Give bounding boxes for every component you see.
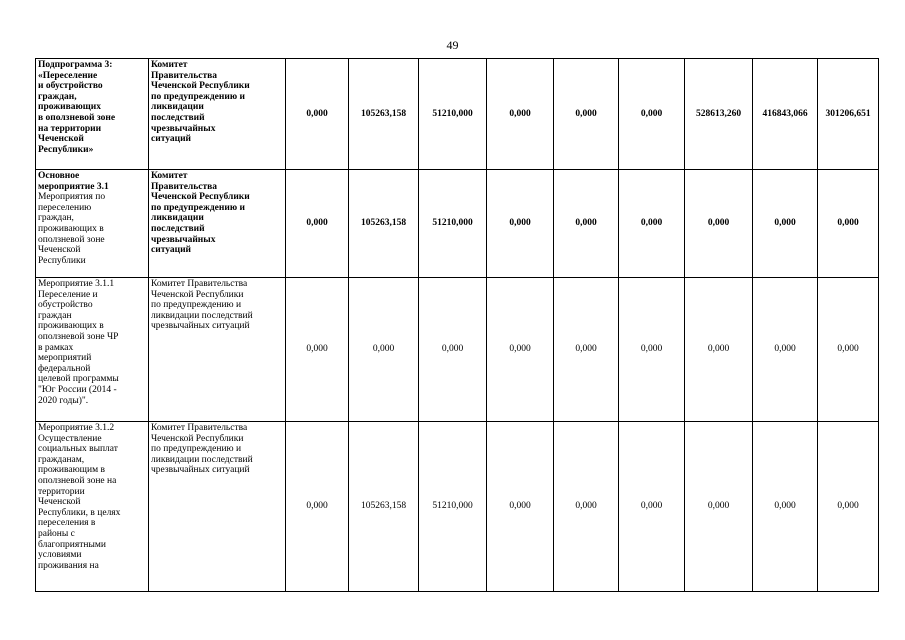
value-cell: 51210,000	[419, 170, 487, 278]
value-cell: 0,000	[753, 278, 818, 422]
row-name-normal: Мероприятия по переселению граждан, проживающих в оползневой зоне Чеченской Республики	[38, 192, 106, 266]
value-cell: 0,000	[487, 278, 554, 422]
row-name-cell: Мероприятие 3.1.1 Переселение и обустройство граждан проживающих в оползневой зоне ЧР в рамках мероприятий федеральной целевой программы "Юг России (2014 - 2020 годы)".	[36, 278, 149, 422]
value-cell: 0,000	[286, 170, 349, 278]
row-name-cell: Мероприятие 3.1.2 Осуществление социальных выплат гражданам, проживающим в оползневой зоне на территории Чеченской Республики, в целях переселения в районы с благоприятными условиями проживания на	[36, 422, 149, 592]
table-row-subprogram-3	[36, 59, 879, 170]
value-cell: 105263,158	[349, 59, 419, 170]
value-cell: 0,000	[685, 278, 753, 422]
value-cell: 0,000	[619, 59, 685, 170]
value-cell: 0,000	[554, 422, 619, 592]
value-cell: 0,000	[685, 422, 753, 592]
value-cell: 0,000	[554, 170, 619, 278]
value-cell: 0,000	[487, 170, 554, 278]
value-cell: 0,000	[487, 422, 554, 592]
row-name-cell	[36, 59, 149, 170]
page-number: 49	[446, 38, 459, 52]
value-cell: 0,000	[286, 278, 349, 422]
value-cell: 0,000	[487, 59, 554, 170]
budget-table	[35, 58, 879, 592]
value-cell: 0,000	[286, 59, 349, 170]
table-row-activity-3-1-2	[36, 422, 879, 592]
value-cell: 0,000	[818, 170, 879, 278]
table-row-main-activity-3-1	[36, 170, 879, 278]
value-cell: 0,000	[818, 278, 879, 422]
value-cell: 0,000	[619, 278, 685, 422]
value-cell: 0,000	[554, 278, 619, 422]
row-name-cell	[36, 170, 149, 278]
value-cell: 0,000	[554, 59, 619, 170]
row-org-cell: Комитет Правительства Чеченской Республики по предупреждению и ликвидации последствий чрезвычайных ситуаций	[149, 170, 286, 278]
value-cell: 0,000	[619, 170, 685, 278]
value-cell: 51210,000	[419, 422, 487, 592]
value-cell: 528613,260	[685, 59, 753, 170]
value-cell: 0,000	[753, 422, 818, 592]
value-cell: 0,000	[753, 170, 818, 278]
value-cell: 301206,651	[818, 59, 879, 170]
value-cell: 0,000	[685, 170, 753, 278]
row-name-bold: Подпрограмма 3: «Переселение и обустройство граждан, проживающих в оползневой зоне на территории Чеченской Республики»	[38, 60, 116, 155]
value-cell: 105263,158	[349, 422, 419, 592]
value-cell: 416843,066	[753, 59, 818, 170]
value-cell: 0,000	[286, 422, 349, 592]
row-name-bold: Основное мероприятие 3.1	[38, 171, 109, 192]
row-org-cell: Комитет Правительства Чеченской Республики по предупреждению и ликвидации последствий чрезвычайных ситуаций	[149, 422, 286, 592]
value-cell: 105263,158	[349, 170, 419, 278]
value-cell: 0,000	[349, 278, 419, 422]
value-cell: 0,000	[419, 278, 487, 422]
value-cell: 0,000	[619, 422, 685, 592]
row-org-cell: Комитет Правительства Чеченской Республики по предупреждению и ликвидации последствий чрезвычайных ситуаций	[149, 278, 286, 422]
row-org-cell: Комитет Правительства Чеченской Республики по предупреждению и ликвидации последствий чрезвычайных ситуаций	[149, 59, 286, 170]
table-row-activity-3-1-1	[36, 278, 879, 422]
value-cell: 51210,000	[419, 59, 487, 170]
value-cell: 0,000	[818, 422, 879, 592]
